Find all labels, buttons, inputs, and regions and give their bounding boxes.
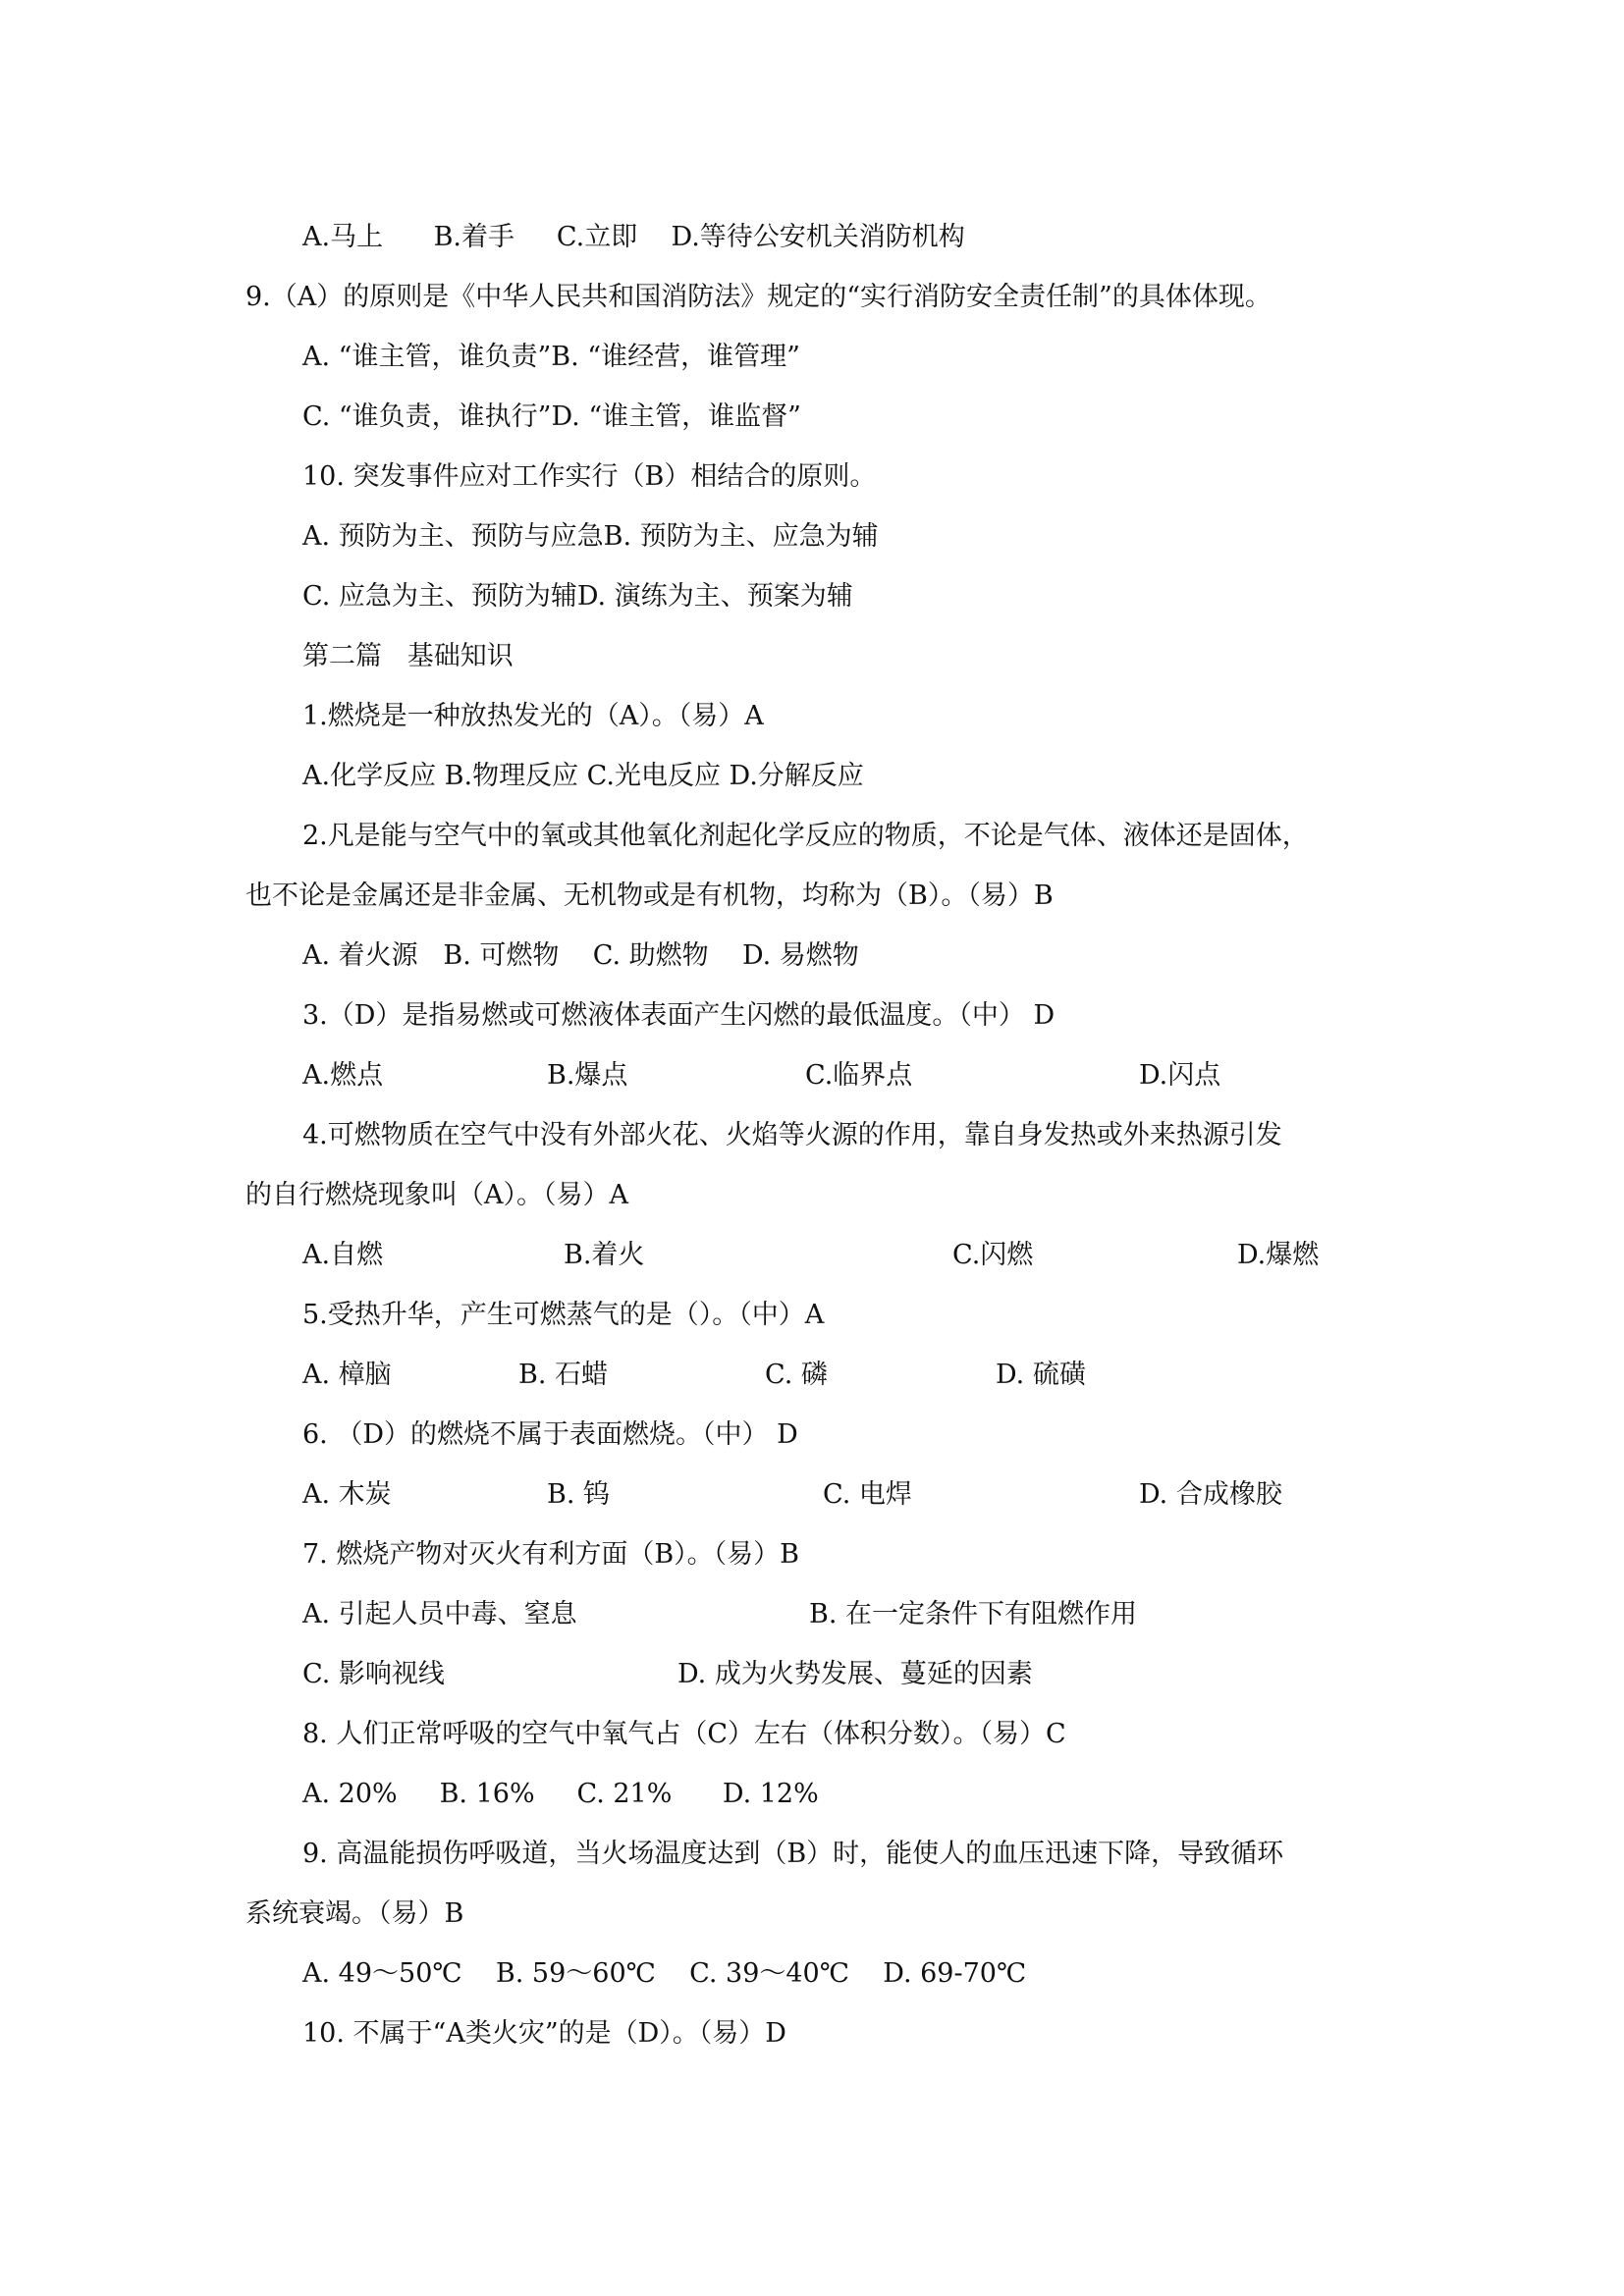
question-9-stem: 9.（A）的原则是《中华人民共和国消防法》规定的“实行消防安全责任制”的具体体现。 [245, 282, 1272, 312]
text-line: 6. （D）的燃烧不属于表面燃烧。（中） D [302, 1419, 798, 1450]
option: C. 影响视线 [302, 1659, 445, 1689]
text-line: 也不论是金属还是非金属、无机物或是有机物，均称为（B）。（易）B [245, 881, 1054, 911]
option: D. 成为火势发展、蔓延的因素 [677, 1659, 1033, 1689]
text-line: 3.（D）是指易燃或可燃液体表面产生闪燃的最低温度。（中） D [302, 1000, 1056, 1031]
options-row [302, 1475, 1343, 1515]
option: A.自燃 [302, 1240, 384, 1270]
options-row [302, 1356, 1186, 1395]
text-line: 2.凡是能与空气中的氧或其他氧化剂起化学反应的物质，不论是气体、液体还是固体， [302, 821, 1309, 851]
option: C. 电焊 [823, 1479, 912, 1510]
text-line: C. 应急为主、预防为辅D. 演练为主、预案为辅 [302, 581, 853, 612]
text-line: 10. 不属于“A类火灾”的是（D）。（易）D [302, 2018, 786, 2049]
option: D.爆燃 [1237, 1240, 1320, 1270]
text-line: 5.受热升华，产生可燃蒸气的是（）。（中）A [302, 1300, 825, 1330]
option: A. 木炭 [302, 1479, 392, 1510]
option: A. 引起人员中毒、窒息 [302, 1599, 577, 1629]
option: C.闪燃 [952, 1240, 1034, 1270]
section-heading: 第二篇 基础知识 [302, 641, 514, 671]
text-line: 9. 高温能损伤呼吸道，当火场温度达到（B）时，能使人的血压迅速下降，导致循环 [302, 1839, 1284, 1869]
text-line: A.化学反应 B.物理反应 C.光电反应 D.分解反应 [302, 761, 864, 791]
option: A. 樟脑 [302, 1360, 392, 1390]
option: D.闪点 [1139, 1060, 1221, 1091]
options-row [302, 1595, 1284, 1634]
text-line: 7. 燃烧产物对灭火有利方面（B）。（易）B [302, 1539, 800, 1570]
text-line: A.马上 B.着手 C.立即 D.等待公安机关消防机构 [302, 222, 965, 252]
options-row [302, 1236, 1343, 1275]
text-line: 的自行燃烧现象叫（A）。（易）A [245, 1180, 628, 1210]
option: B.着火 [564, 1240, 645, 1270]
text-line: A. 着火源 B. 可燃物 C. 助燃物 D. 易燃物 [302, 940, 859, 971]
options-row [302, 1655, 1284, 1694]
question-10-stem: 10. 突发事件应对工作实行（B）相结合的原则。 [302, 461, 877, 492]
text-line: A. “谁主管，谁负责”B. “谁经营，谁管理” [302, 342, 800, 372]
option: B. 钨 [547, 1479, 611, 1510]
text-line: A. 20% B. 16% C. 21% D. 12% [302, 1779, 819, 1809]
text-line: 8. 人们正常呼吸的空气中氧气占（C）左右（体积分数）。（易）C [302, 1719, 1066, 1749]
text-line: C. “谁负责，谁执行”D. “谁主管，谁监督” [302, 401, 801, 432]
text-line: A. 预防为主、预防与应急B. 预防为主、应急为辅 [302, 521, 879, 552]
text-line: A. 49～50℃ B. 59～60℃ C. 39～40℃ D. 69-70℃ [302, 1958, 1027, 1989]
option: D. 合成橡胶 [1139, 1479, 1282, 1510]
text-line: 系统衰竭。（易）B [245, 1898, 464, 1929]
option: B.爆点 [547, 1060, 628, 1091]
option: B. 石蜡 [518, 1360, 609, 1390]
text-line: 4.可燃物质在空气中没有外部火花、火焰等火源的作用，靠自身发热或外来热源引发 [302, 1120, 1282, 1150]
option: C.临界点 [805, 1060, 913, 1091]
options-row [302, 1056, 1284, 1095]
option: B. 在一定条件下有阻燃作用 [809, 1599, 1138, 1629]
option: D. 硫磺 [996, 1360, 1086, 1390]
option: A.燃点 [302, 1060, 384, 1091]
text-line: 1.燃烧是一种放热发光的（A）。（易）A [302, 701, 764, 731]
option: C. 磷 [765, 1360, 828, 1390]
